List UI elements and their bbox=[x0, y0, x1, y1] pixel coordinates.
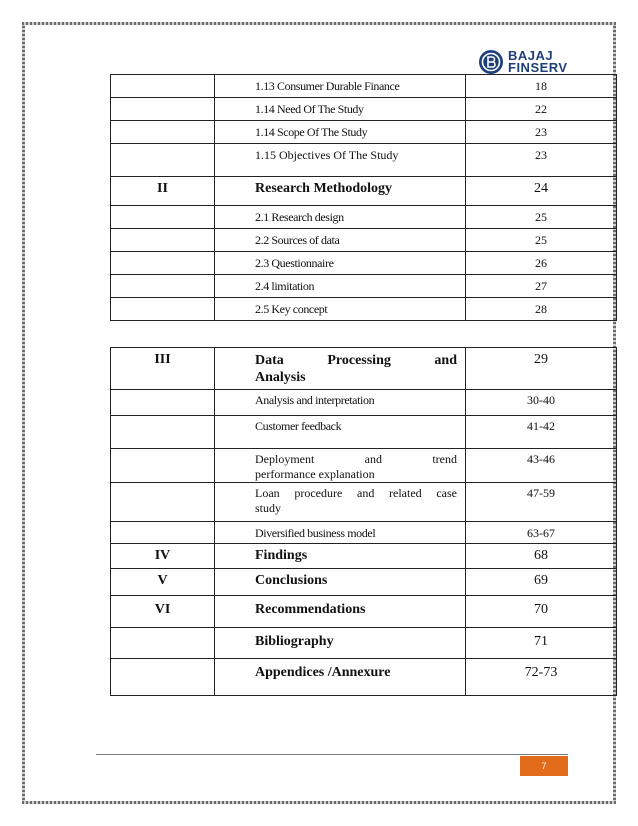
toc-title bbox=[215, 449, 466, 483]
toc-title: Recommendations bbox=[215, 596, 466, 628]
toc-chapter bbox=[111, 522, 215, 544]
toc-chapter bbox=[111, 229, 215, 252]
toc-row bbox=[111, 275, 617, 298]
toc-title-line: performance explanation bbox=[255, 467, 375, 481]
toc-page: 43-46 bbox=[466, 449, 617, 483]
toc-row-chapter bbox=[111, 348, 617, 390]
toc-page: 70 bbox=[466, 596, 617, 628]
toc-chapter: III bbox=[111, 348, 215, 390]
toc-row-chapter bbox=[111, 569, 617, 596]
toc-title bbox=[215, 483, 466, 522]
toc-title-line: Data Processing and bbox=[255, 353, 457, 368]
toc-page: 72-73 bbox=[466, 659, 617, 696]
toc-chapter bbox=[111, 449, 215, 483]
toc-row bbox=[111, 449, 617, 483]
toc-row bbox=[111, 416, 617, 449]
toc-page: 71 bbox=[466, 628, 617, 659]
toc-page: 69 bbox=[466, 569, 617, 596]
toc-chapter bbox=[111, 628, 215, 659]
toc-title: 2.2 Sources of data bbox=[215, 229, 466, 252]
toc-row bbox=[111, 298, 617, 321]
toc-chapter bbox=[111, 483, 215, 522]
toc-title: Customer feedback bbox=[215, 416, 466, 449]
toc-chapter bbox=[111, 206, 215, 229]
toc-chapter: IV bbox=[111, 544, 215, 569]
toc-page: 63-67 bbox=[466, 522, 617, 544]
toc-chapter bbox=[111, 75, 215, 98]
toc-page: 22 bbox=[466, 98, 617, 121]
toc-title: 1.14 Scope Of The Study bbox=[215, 121, 466, 144]
toc-title: Bibliography bbox=[215, 628, 466, 659]
toc-page: 41-42 bbox=[466, 416, 617, 449]
toc-row bbox=[111, 75, 617, 98]
toc-title: 2.3 Questionnaire bbox=[215, 252, 466, 275]
toc-title bbox=[215, 348, 466, 390]
logo-text-line2: FINSERV bbox=[508, 60, 568, 75]
toc-page: 27 bbox=[466, 275, 617, 298]
toc-page: 25 bbox=[466, 229, 617, 252]
toc-title: Research Methodology bbox=[215, 177, 466, 206]
page-number-badge: 7 bbox=[520, 756, 568, 776]
toc-row-chapter bbox=[111, 544, 617, 569]
toc-title: 2.5 Key concept bbox=[215, 298, 466, 321]
toc-page: 25 bbox=[466, 206, 617, 229]
toc-chapter: VI bbox=[111, 596, 215, 628]
toc-chapter bbox=[111, 98, 215, 121]
toc-chapter: V bbox=[111, 569, 215, 596]
toc-page: 30-40 bbox=[466, 390, 617, 416]
toc-title-line: Loan procedure and related case bbox=[255, 486, 457, 500]
toc-title: 1.14 Need Of The Study bbox=[215, 98, 466, 121]
toc-title-line: Analysis bbox=[255, 370, 306, 385]
toc-page: 68 bbox=[466, 544, 617, 569]
toc-title: Conclusions bbox=[215, 569, 466, 596]
toc-page: 47-59 bbox=[466, 483, 617, 522]
toc-row bbox=[111, 483, 617, 522]
toc-title: 2.4 limitation bbox=[215, 275, 466, 298]
toc-page: 24 bbox=[466, 177, 617, 206]
toc-title: 1.13 Consumer Durable Finance bbox=[215, 75, 466, 98]
toc-chapter bbox=[111, 144, 215, 177]
footer-divider bbox=[96, 754, 568, 755]
toc-title: Findings bbox=[215, 544, 466, 569]
toc-row bbox=[111, 144, 617, 177]
toc-row bbox=[111, 522, 617, 544]
toc-row-chapter bbox=[111, 659, 617, 696]
toc-chapter bbox=[111, 390, 215, 416]
toc-chapter bbox=[111, 252, 215, 275]
toc-title-line: study bbox=[255, 501, 282, 515]
toc-chapter bbox=[111, 298, 215, 321]
toc-page: 29 bbox=[466, 348, 617, 390]
toc-row-chapter bbox=[111, 596, 617, 628]
toc-row bbox=[111, 229, 617, 252]
toc-table-lower bbox=[110, 347, 617, 696]
toc-row bbox=[111, 390, 617, 416]
toc-chapter bbox=[111, 659, 215, 696]
toc-row-chapter bbox=[111, 628, 617, 659]
toc-title: 1.15 Objectives Of The Study bbox=[215, 144, 466, 177]
logo-text-line1: BAJAJ bbox=[508, 48, 554, 63]
toc-chapter bbox=[111, 275, 215, 298]
toc-page: 18 bbox=[466, 75, 617, 98]
toc-title: Appendices /Annexure bbox=[215, 659, 466, 696]
toc-chapter bbox=[111, 121, 215, 144]
toc-title: 2.1 Research design bbox=[215, 206, 466, 229]
toc-page: 23 bbox=[466, 121, 617, 144]
toc-chapter: II bbox=[111, 177, 215, 206]
toc-title-line: Deployment and trend bbox=[255, 452, 457, 466]
toc-page: 28 bbox=[466, 298, 617, 321]
toc-table-upper bbox=[110, 74, 617, 321]
toc-row bbox=[111, 98, 617, 121]
toc-chapter bbox=[111, 416, 215, 449]
toc-title: Analysis and interpretation bbox=[215, 390, 466, 416]
toc-page: 26 bbox=[466, 252, 617, 275]
bajaj-finserv-logo bbox=[478, 48, 576, 76]
toc-title: Diversified business model bbox=[215, 522, 466, 544]
toc-row-chapter bbox=[111, 177, 617, 206]
toc-row bbox=[111, 252, 617, 275]
toc-page: 23 bbox=[466, 144, 617, 177]
toc-row bbox=[111, 121, 617, 144]
bajaj-logo-icon bbox=[478, 49, 504, 75]
toc-row bbox=[111, 206, 617, 229]
